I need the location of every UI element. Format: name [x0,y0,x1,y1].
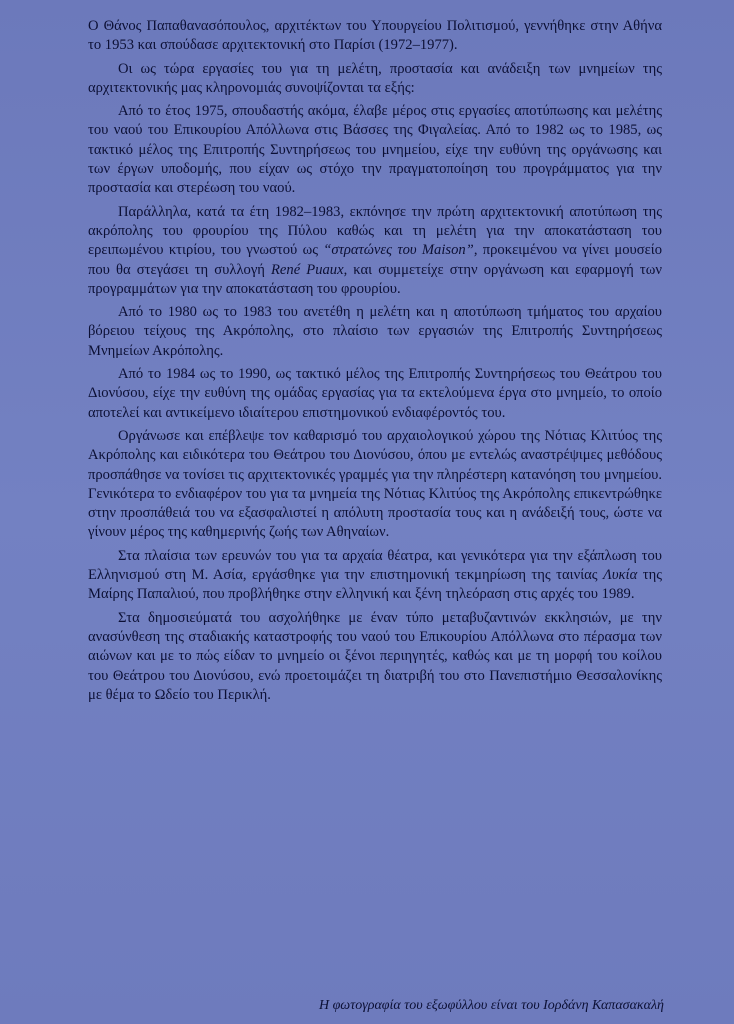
text-run: Από το έτος 1975, σπουδαστής ακόμα, έλαβε μέρος στις εργασίες αποτύπωσης και μελέτης του ναού του Επικουρίου Απόλλωνα στις Βάσσες της Φιγαλείας. Από το 1982 ως το 1985, ως τακτικό μέλος της Επιτροπής Συντηρήσεως του μνημείου, είχε την ευθύνη της οργάνωσης και των έργων υποδομής, που είχαν ως στόχο την πραγματοποίηση του προγράμματος για την προστασία και στερέωση του ναού. [88,103,662,197]
text-run: Από το 1984 ως το 1990, ως τακτικό μέλος της Επιτροπής Συντηρήσεως του Θεάτρου του Διονύσου, είχε την ευθύνη της ομάδας εργασίας για τα εκτελούμενα έργα στο μνημείο, το οποίο αποτελεί και αντικείμενο ιδιαίτερου επιστημονικού ενδιαφέροντός του. [88,366,662,421]
italic-text: “στρατώνες του Maison” [323,242,474,259]
italic-text: Λυκία [603,567,638,584]
cover-photo-credit: Η φωτογραφία του εξωφύλλου είναι του Ιορδάνη Καπασακαλή [318,998,664,1013]
paragraph [88,17,662,56]
text-run: Παράλληλα, κατά τα έτη 1982–1983, εκπόνησε την πρώτη αρχιτεκτονική αποτύπωση της ακρόπολης του φρουρίου της Πύλου καθώς και τη μελέτη για την αποκατάσταση του ερειπωμένου κτιρίου, του γνωστού ως [88,203,662,259]
text-run: , προκειμένου να γίνει μουσείο που θα στεγάσει τη συλλογή [88,242,662,278]
text-run: Στα πλαίσια των ερευνών του για τα αρχαία θέατρα, και γενικότερα για την εξάπλωση του Ελληνισμού στη Μ. Ασία, εργάσθηκε για την επιστημονική τεκμηρίωση της ταινίας [88,547,662,584]
text-run: Ο Θάνος Παπαθανασόπουλος, αρχιτέκτων του Υπουργείου Πολιτισμού, γεννήθηκε στην Αθήνα το 1953 και σπούδασε αρχιτεκτονική στο Παρίσι (1972–1977). [88,18,662,54]
paragraph [88,60,662,99]
paragraph [88,303,662,361]
text-run: Από το 1980 ως το 1983 του ανετέθη η μελέτη και η αποτύπωση τμήματος του αρχαίου βόρειου τείχους της Ακρόπολης, στο πλαίσιο των εργασιών της Επιτροπής Συντηρήσεως Μνημείων Ακρόπολης. [88,304,662,359]
italic-text: René Puaux [271,261,344,278]
paragraph [88,547,662,605]
text-run: Οι ως τώρα εργασίες του για τη μελέτη, προστασία και ανάδειξη των μνημείων της αρχιτεκτονικής μας κληρονομιάς συνοψίζονται τα εξής: [88,60,662,96]
biography-text [88,17,662,709]
text-run: Οργάνωσε και επέβλεψε τον καθαρισμό του αρχαιολογικού χώρου της Νότιας Κλιτύος της Ακρόπολης και ειδικότερα του Θεάτρου του Διονύσου, όπου με εντελώς αναστρέψιμες μεθόδους προσπάθησε να τονίσει τις αρχιτεκτονικές γραμμές για την πληρέστερη κατανόηση του μνημείου. Γενικότερα το ενδιαφέρον του για τα μνημεία της Νότιας Κλιτύος της Ακρόπολης επικεντρώθηκε στην προσπάθειά του να εξασφαλιστεί η απόλυτη προστασία τους και η ανάδειξή τους, ώστε να γίνουν μέρος της καθημερινής ζωής των Αθηναίων. [88,427,662,541]
paragraph [88,427,662,543]
text-run: Στα δημοσιεύματά του ασχολήθηκε με έναν τύπο μεταβυζαντινών εκκλησιών, με την ανασύνθεση της σταδιακής καταστροφής του ναού του Επικουρίου Απόλλωνα στο πέρασμα των αιώνων και με το πώς είδαν το μνημείο οι ξένοι περιηγητές, καθώς και με τη μορφή του κοίλου του Θεάτρου του Διονύσου, ενώ προετοιμάζει τη διατριβή του στο Πανεπιστήμιο Θεσσαλονίκης με θέμα το Ωδείο του Περικλή. [88,609,662,703]
text-run: της Μαίρης Παπαλιού, που προβλήθηκε στην ελληνική και ξένη τηλεόραση στις αρχές του 1989. [88,567,662,603]
text-run: , και συμμετείχε στην οργάνωση και εφαρμογή των προγραμμάτων για την αποκατάσταση του φρουρίου. [88,261,662,297]
paragraph [88,102,662,198]
paragraph [88,203,662,299]
paragraph [88,609,662,705]
paragraph [88,365,662,423]
